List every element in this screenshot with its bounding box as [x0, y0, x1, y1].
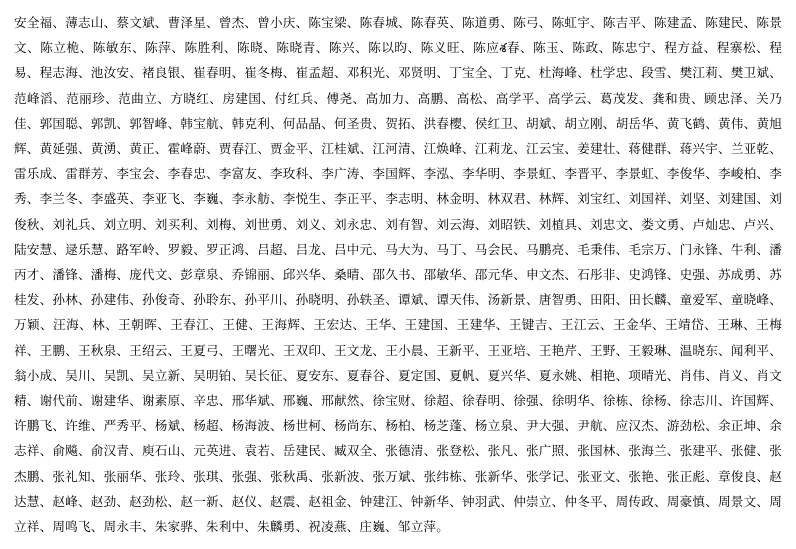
name-roster-paragraph: 安全福、薄志山、蔡文斌、曹泽星、曾杰、曾小庆、陈宝梁、陈春城、陈春英、陈道勇、陈弓、陈虹宇、陈吉平、陈建孟、陈建民、陈景文、陈立桅、陈敏东、陈萍、陈胜利、陈晓、陈晓青、陈兴、陈以昀、陈义旺、陈应శ春、陈玉、陈政、陈忠宁、程方益、程寨松、程易、程志海、池汝安、褚良银、崔春明、崔冬梅、崔孟超、邓积光、邓贤明、丁宝全、丁克、杜海峰、杜学忠、段雪、樊江莉、樊卫斌、范峰滔、范丽珍、范曲立、方晓红、房建国、付红兵、傅尧、高加力、高鹏、高松、高学平、高学云、葛茂发、龚和贵、顾忠泽、关乃佳、郭国聪、郭凯、郭智峰、韩宝航、韩克利、何品晶、何圣贵、贺拓、洪春樱、侯红卫、胡斌、胡立刚、胡岳华、黄飞鹤、黄伟、黄旭辉、黄延强、黄湧、黄正、霍峰蔚、贾春江、贾金平、江桂斌、江河清、江焕峰、江莉龙、江云宝、姜建壮、蒋健群、蒋兴宇、兰亚乾、雷乐成、雷群芳、李宝会、李春忠、李富友、李玫科、李广涛、李国辉、李泓、李华明、李景虹、李晋平、李景虹、李俊华、李峻柏、李秀、李兰冬、李盛英、李亚飞、李巍、李永舫、李悦生、李正平、李志明、林金明、林双君、林辉、刘宝红、刘国祥、刘坚、刘建国、刘俊秋、刘礼兵、刘立明、刘买利、刘梅、刘世勇、刘义、刘永忠、刘有智、刘云海、刘昭铁、刘植具、刘忠文、娄文勇、卢灿忠、卢兴、陆安慧、逯乐慧、路军岭、罗毅、罗正鸿、吕超、吕龙、吕中元、马大为、马丁、马会民、马鹏亮、毛秉伟、毛宗万、门永锋、牛利、潘丙才、潘锋、潘梅、庞代文、彭章泉、乔锦丽、邱兴华、桑晴、邵久书、邵敏华、邵元华、申文杰、石彤非、史鸿锋、史强、苏成勇、苏桂发、孙林、孙建伟、孙俊奇、孙聆东、孙平川、孙晓明、孙轶圣、谭斌、谭天伟、汤新景、唐智勇、田阳、田长麟、童爱军、童晓峰、万颖、汪海、林、王朝晖、王春江、王健、王海辉、王宏达、王华、王建国、王建华、王键吉、王江云、王金华、王靖岱、王琳、王梅祥、王鹏、王秋泉、王绍云、王夏弓、王曙光、王双印、王文龙、王小晨、王新平、王亚培、王艳芹、王野、王毅琳、温晓东、闻利平、翁小成、吴川、吴凯、吴立新、吴明铂、吴长征、夏安东、夏春谷、夏定国、夏帆、夏兴华、夏永姚、相艳、项晴光、肖伟、肖义、肖文精、谢代前、谢建华、谢素原、辛忠、邢华斌、邢巍、邢献然、徐宝财、徐超、徐春明、徐强、徐明华、徐栋、徐杨、徐志川、许国辉、许鹏飞、许维、严秀平、杨斌、杨超、杨海波、杨世柯、杨尚东、杨柏、杨芝蓬、杨立泉、尹大强、尹航、应汉杰、游劲松、余正坤、余志祥、俞飚、俞汉青、庾石山、元英进、袁若、岳建民、臧双全、张德清、张登松、张凡、张广照、张国林、张海兰、张建平、张健、张杰鹏、张礼知、张丽华、张玲、张琪、张强、张秋禹、张新波、张万斌、张纬栋、张新华、张学记、张亚文、张艳、张正彪、章俊良、赵达慧、赵峰、赵劲、赵劲松、赵一新、赵仪、赵震、赵祖金、钟建江、钟新华、钟羽武、仲崇立、仲冬平、周传政、周豪慎、周景文、周立祥、周鸣飞、周永丰、朱家骅、朱利中、朱麟勇、祝凌燕、庄巍、邹立萍。: [14, 15, 782, 535]
